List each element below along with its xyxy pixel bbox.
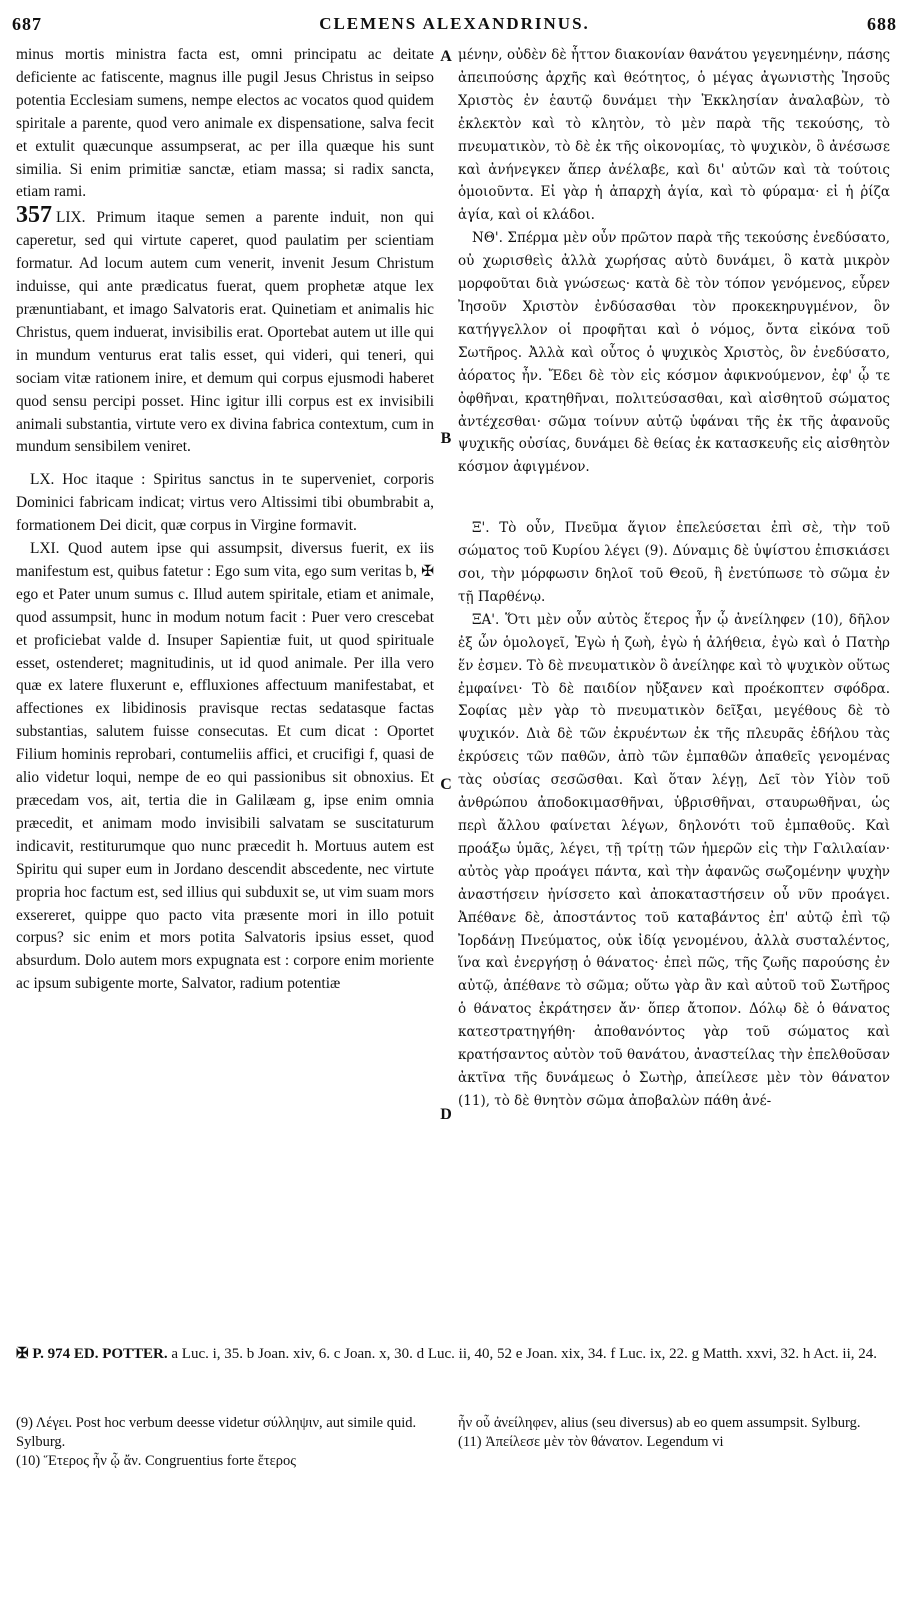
- greek-column: [458, 44, 890, 1113]
- greek-paragraph-xi: Ξ'. Τὸ οὖν, Πνεῦμα ἅγιον ἐπελεύσεται ἐπὶ σὲ, τὴν τοῦ σώματος τοῦ Κυρίου λέγει (9). Δύναμις δὲ ὑψίστου ἐπισκιάσει σοι, τὴν μόρφωσιν δηλοῖ τοῦ Θεοῦ, ἣ ἐνετύπωσε τὸ σῶμα ἐν τῇ Παρθένῳ.: [458, 520, 890, 605]
- latin-paragraph: minus mortis ministra facta est, omni principatu ac deitate deficiente ac fatiscente, magnus ille pugil Jesus Christus in seipso potentia Ecclesiam sumens, nempe electos ac vocatos quod quidem spiritale a parente, quod vero animale ex dispensatione, salva fecit et extulit quæcunque assumpserat, ac per illa quæque his sunt similia. Si enim primitiæ sanctæ, etiam massa; si radix sancta, etiam rami.: [16, 46, 434, 201]
- paragraph-gap: [16, 459, 434, 469]
- page-number-right: 688: [867, 14, 897, 34]
- greek-paragraph: μένην, οὐδὲν δὲ ἧττον διακονίαν θανάτου γεγενημένην, πάσης ἀπειπούσης ἀρχῆς καὶ θεότητος, ὁ μέγας ἀγωνιστὴς Ἰησοῦς Χριστὸς ἐν ἑαυτῷ δυνάμει τὴν Ἐκκλησίαν ἀναλαβὼν, τὸ ἐκλεκτὸν καὶ τὸ κλητὸν, τὸ μὲν παρὰ τῆς τεκούσης, τὸ πνευματικὸν, τὸ δὲ ἐκ τῆς οἰκονομίας, τὸ ψυχικὸν, ὃ ἀνέσωσε καὶ ἀνήνεγκεν ἅπερ ἀνέλαβε, καὶ δι' αὐτῶν καὶ τὰ τούτοις ὁμοιοῦντα. Εἰ γὰρ ἡ ἀπαρχὴ ἁγία, καὶ τὸ φύραμα· εἰ ἡ ῥίζα ἁγία, καὶ οἱ κλάδοι.: [458, 47, 890, 224]
- note-10-continued: ἦν οὗ ἀνείληφεν, alius (seu diversus) ab eo quem assumpsit. Sylburg.: [458, 1415, 861, 1431]
- note-10: (10) Ἕτερος ἦν ᾧ ἄν. Congruentius forte ἕτερος: [16, 1453, 296, 1469]
- greek-paragraph-xia: ΞΑ'. Ὅτι μὲν οὖν αὐτὸς ἕτερος ἦν ᾧ ἀνείληφεν (10), δῆλον ἐξ ὧν ὁμολογεῖ, Ἐγὼ ἡ ζωὴ, ἐγὼ ἡ ἀλήθεια, ἐγὼ καὶ ὁ Πατὴρ ἕν ἐσμεν. Τὸ δὲ πνευματικὸν ὃ ἀνείληφε καὶ τὸ ψυχικὸν οὕτως ἐμφαίνει· Τὸ δὲ παιδίον ηὔξανεν καὶ προέκοπτεν σφόδρα. Σοφίας μὲν γὰρ τὸ πνευματικὸν δεῖξαι, μεγέθους δὲ τὸ ψυχικόν. Διὰ δὲ τῶν ἐκρυέντων ἐκ τῆς πλευρᾶς ἐδήλου τὰς ἐκρύσεις τῶν παθῶν, ἀπὸ τῶν ἐμπαθῶν ἀπαθεῖς γενομένας τὰς οὐσίας σεσῶσθαι. Καὶ ὅταν λέγῃ, Δεῖ τὸν Υἱὸν τοῦ ἀνθρώπου ἀποδοκιμασθῆναι, ὑβρισθῆναι, σταυρωθῆναι, ὡς περὶ ἄλλου φαίνεται λέγων, δηλονότι τοῦ ἐμπαθοῦς. Καὶ προάξω ὑμᾶς, λέγει, τῇ τρίτῃ τῶν ἡμερῶν εἰς τὴν Γαλιλαίαν· αὐτὸς γὰρ προάγει πάντα, καὶ τὴν ἀφανῶς σωζομένην ψυχὴν ἀναστήσειν ἠνίσσετο καὶ ἀποκαταστήσειν οὗ νῦν προάγει. Ἀπέθανε δὲ, ἀποστάντος τοῦ καταβάντος ἐπ' αὐτῷ ἐπὶ τῷ Ἰορδάνῃ Πνεύματος, οὐκ ἰδίᾳ γενομένου, ἀλλὰ συσταλέντος, ἵνα καὶ ἐνεργήσῃ ὁ θάνατος· ἐπεὶ πῶς, τῆς ζωῆς παρούσης ἐν αὐτῷ, ἀπέθανε τὸ σῶμα; οὕτω γὰρ ἂν καὶ αὐτοῦ τοῦ Σωτῆρος ὁ θάνατος ἐκράτησεν ἄν· ὅπερ ἄτοπον. Δόλῳ δὲ ὁ θάνατος κατεστρατηγήθη· ἀποθανόντος γὰρ τοῦ σώματος καὶ κρατήσαντος αὐτὸν τοῦ θανάτου, ἀναστείλας τὴν ἐπελθοῦσαν ἀκτῖνα τῆς δυνάμεως ὁ Σωτὴρ, ἀπείλεσε μὲν τὸν θάνατον (11), τὸ δὲ θνητὸν σῶμα ἀποβαλὼν πάθη ἀνέ-: [458, 611, 890, 1109]
- section-number: 357: [16, 202, 52, 229]
- margin-letter-d: D: [437, 1106, 455, 1124]
- latin-paragraph-lxi: LXI. Quod autem ipse qui assumpsit, diversus fuerit, ex iis manifestum est, quibus fatetur : Ego sum vita, ego sum veritas b, ✠ ego et Pater unum sumus c. Illud autem spiritale, etiam et animale, quod assumpsit, hunc in modum notum facit : Puer vero crescebat et proficiebat valde d. Insuper Sapientiæ fuit, ut quod spirituale esset, ostenderet; magnitudinis, ut id quod animale. Per illa vero quæ ex latere fluxerunt e, effluxiones affectuum manifestabat, et affectiones ex libidinosis pravisque rectas sedatasque factas substantias, salutem fuisse consecutas. Et cum dicat : Oportet Filium hominis reprobari, contumeliis affici, et crucifigi f, quasi de alio videtur loqui, nempe de eo qui passionibus sit obnoxius. Et præcedam vos, ait, tertia die in Galilæam g, ipse enim omnia præcedit, et animam modo invisibili salvatam se suscitaturum indicavit, restiturumque quo nunc præcedit h. Mortuus autem est Spiritu qui super eum in Jordano descendit abscedente, nec virtute propria hoc factum est, sed illius qui subduxit se, ut vim suam mors exsereret, quippe quo pacto vita præsente mori in illo potuit corpus? sic enim et mors potita Salvatoris ipsius esset, quod absurdum. Dolo autem mors expugnata est : corpore enim moriente ac ipsum subigente morte, Salvator, radium potentiæ: [16, 540, 434, 993]
- scripture-references: a Luc. i, 35. b Joan. xiv, 6. c Joan. x, 30. d Luc. ii, 40, 52 e Joan. xix, 34. f Luc. ix, 22. g Matth. xxvi, 32. h Act. ii, 24.: [171, 1346, 877, 1362]
- page-header: [12, 14, 897, 40]
- greek-paragraph-nth: ΝΘ'. Σπέρμα μὲν οὖν πρῶτον παρὰ τῆς τεκούσης ἐνεδύσατο, οὐ χωρισθεὶς ἀλλὰ χωρήσας αὐτὸ δυνάμει, ὃ κατὰ μικρὸν μορφοῦται διὰ γνώσεως· κατὰ δὲ τὸν τόπον γενόμενος, εὗρεν Ἰησοῦν Χριστὸν ἐνδύσασθαι τὸν προκεκηρυγμένον, ὃν κατήγγελλον οἱ προφῆται καὶ ὁ νόμος, ὄντα εἰκόνα τοῦ Σωτῆρος. Ἀλλὰ καὶ οὗτος ὁ ψυχικὸς Χριστὸς, ὃν ἐνεδύσατο, ἀόρατος ἦν. Ἔδει δὲ τὸν εἰς κόσμον ἀφικνούμενον, ἐφ' ᾧ τε ὀφθῆναι, κρατηθῆναι, πολιτεύσασθαι, καὶ αἰσθητοῦ σώματος ἀντέχεσθαι· σῶμα τοίνυν αὐτῷ ὑφάναι τῆς ἐκ τῆς ἀφανοῦς ψυχικῆς οὐσίας, δυνάμει δὲ θείας ἐκ κατασκευῆς εἰς αἰσθητὸν κόσμον ἀφιγμένον.: [458, 230, 890, 476]
- latin-paragraph-lix: [16, 204, 434, 459]
- notes-left-column: [16, 1414, 434, 1471]
- potter-reference: ✠ P. 974 ED. POTTER.: [16, 1346, 168, 1362]
- latin-paragraph-lx: LX. Hoc itaque : Spiritus sanctus in te superveniet, corporis Dominici fabricam indicat; virtus vero Altissimi tibi obumbrabit a, formationem Dei dicit, quæ corpus in Virgine formavit.: [16, 471, 434, 535]
- margin-letter-a: A: [437, 48, 455, 66]
- paragraph-gap: [458, 479, 890, 517]
- notes-right-column: [458, 1414, 890, 1452]
- note-11: (11) Ἀπείλεσε μὲν τὸν θάνατον. Legendum vi: [458, 1434, 724, 1450]
- note-9: (9) Λέγει. Post hoc verbum deesse videtur σύλληψιν, aut simile quid. Sylburg.: [16, 1415, 417, 1450]
- running-title: CLEMENS ALEXANDRINUS.: [319, 14, 590, 33]
- margin-letter-c: C: [437, 776, 455, 794]
- latin-column: [16, 44, 434, 996]
- latin-paragraph-lix-text: LIX. Primum itaque semen a parente induit, non qui caperetur, sed qui virtute caperet, quod paulatim per scientiam formatur. Ad locum autem cum venerit, invenit Jesum Christum induisse, qui ante prædicatus fuerat, quem prophetæ atque lex prænuntiabant, et imago Salvatoris erat. Quinetiam et animalis hic Christus, quem induerat, invisibilis erat. Oportebat autem ut ille qui in mundum venturus erat talis esset, qui videri, qui teneri, qui sociam vitæ rationem inire, et demum qui corpus ejusmodi haberet quod sensu percipi posset. Hinc igitur illi corpus est ex invisibili animali substantia, virtute vero ex divina fabrica contextum, cum in mundum sensibilem veniret.: [16, 209, 434, 456]
- page-number-left: 687: [12, 14, 42, 34]
- reference-footnotes: [16, 1344, 895, 1365]
- margin-letter-b: B: [437, 430, 455, 448]
